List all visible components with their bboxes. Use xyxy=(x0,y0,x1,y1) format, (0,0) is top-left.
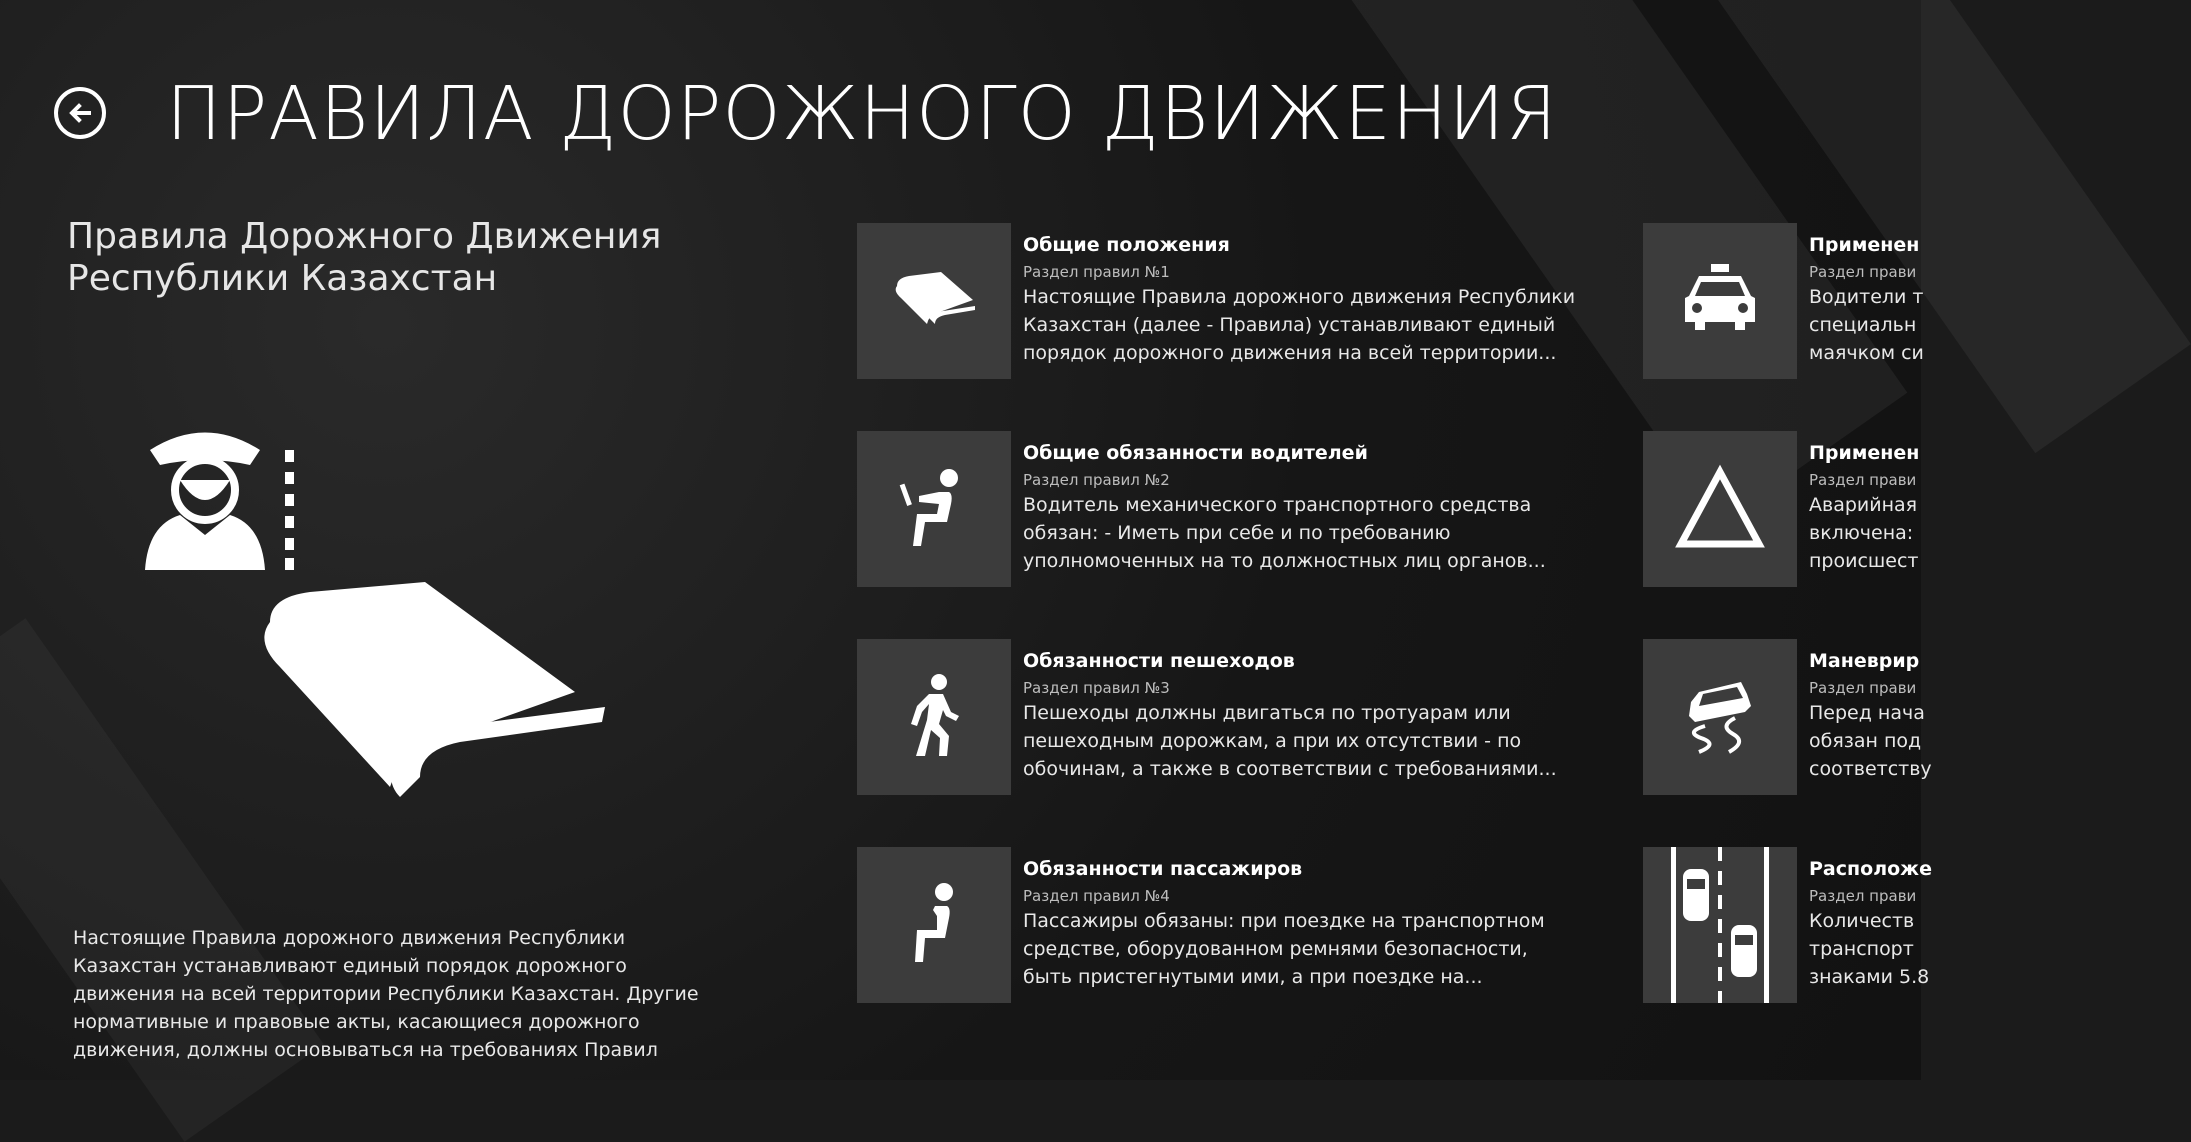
back-button[interactable] xyxy=(54,87,106,139)
section-desc-line: Водители т xyxy=(1809,286,1924,308)
section-desc-line: уполномоченных на то должностных лиц органов... xyxy=(1023,550,1546,572)
section-desc-line: происшест xyxy=(1809,550,1919,572)
section-title: Применен xyxy=(1809,234,1920,256)
section-desc-line: специальн xyxy=(1809,314,1917,336)
book-icon xyxy=(250,582,610,802)
section-tile xyxy=(1643,639,1797,795)
section-desc-line: обочинам, а также в соответствии с требованиями... xyxy=(1023,758,1557,780)
page-title: ПРАВИЛА ДОРОЖНОГО ДВИЖЕНИЯ xyxy=(166,71,1558,157)
section-item-5[interactable] xyxy=(1643,223,1933,379)
section-desc-line: маячком си xyxy=(1809,342,1924,364)
section-subtitle: Раздел прави xyxy=(1809,471,1917,489)
section-subtitle: Раздел прави xyxy=(1809,263,1917,281)
section-desc-line: Настоящие Правила дорожного движения Республики xyxy=(1023,286,1576,308)
section-desc-line: Казахстан (далее - Правила) устанавливают единый xyxy=(1023,314,1556,336)
section-desc-line: Пешеходы должны двигаться по тротуарам или xyxy=(1023,702,1511,724)
book-icon xyxy=(889,256,979,346)
section-tile xyxy=(1643,847,1797,1003)
section-subtitle: Раздел правил №4 xyxy=(1023,887,1170,905)
section-desc-line: пешеходным дорожкам, а при их отсутствии - по xyxy=(1023,730,1522,752)
section-item-7[interactable] xyxy=(1643,639,1933,795)
taxi-car-icon xyxy=(1675,256,1765,346)
section-title: Общие положения xyxy=(1023,234,1230,256)
section-desc-line: Пассажиры обязаны: при поездке на транспортном xyxy=(1023,910,1545,932)
section-desc-line: транспорт xyxy=(1809,938,1914,960)
road-lanes-icon xyxy=(1643,847,1797,1003)
police-officer-icon xyxy=(140,410,310,570)
section-desc-line: знаками 5.8 xyxy=(1809,966,1930,988)
section-item-6[interactable] xyxy=(1643,431,1933,587)
warning-triangle-icon xyxy=(1675,464,1765,554)
section-desc-line: Аварийная xyxy=(1809,494,1918,516)
section-desc-line: Перед нача xyxy=(1809,702,1925,724)
section-item-4[interactable] xyxy=(857,847,1557,1003)
section-subtitle: Раздел правил №2 xyxy=(1023,471,1170,489)
hero-title-line2: Республики Казахстан xyxy=(67,258,498,299)
section-tile xyxy=(1643,431,1797,587)
seated-passenger-icon xyxy=(889,880,979,970)
section-desc-line: порядок дорожного движения на всей территории... xyxy=(1023,342,1557,364)
section-subtitle: Раздел прави xyxy=(1809,887,1917,905)
section-title: Обязанности пассажиров xyxy=(1023,858,1303,880)
section-title: Общие обязанности водителей xyxy=(1023,442,1368,464)
section-desc-line: обязан под xyxy=(1809,730,1922,752)
pedestrian-icon xyxy=(889,672,979,762)
section-subtitle: Раздел правил №1 xyxy=(1023,263,1170,281)
section-subtitle: Раздел прави xyxy=(1809,679,1917,697)
back-arrow-icon xyxy=(65,98,95,128)
section-tile xyxy=(857,847,1011,1003)
section-item-3[interactable] xyxy=(857,639,1557,795)
section-title: Маневрир xyxy=(1809,650,1920,672)
section-title: Применен xyxy=(1809,442,1920,464)
section-item-2[interactable] xyxy=(857,431,1557,587)
section-desc-line: Водитель механического транспортного средства xyxy=(1023,494,1532,516)
section-desc-line: обязан: - Иметь при себе и по требованию xyxy=(1023,522,1451,544)
hero-title xyxy=(67,216,717,300)
section-subtitle: Раздел правил №3 xyxy=(1023,679,1170,697)
seated-driver-icon xyxy=(889,464,979,554)
hero-description: Настоящие Правила дорожного движения Республики Казахстан устанавливают единый порядок дорожного движения на всей территории Республики Казахстан. Другие нормативные и правовые акты, касающиеся дорожного движения, должны основываться на требованиях Правил xyxy=(73,927,699,1061)
section-item-1[interactable] xyxy=(857,223,1576,379)
section-tile xyxy=(1643,223,1797,379)
section-item-8[interactable] xyxy=(1643,847,1933,1003)
section-desc-line: включена: xyxy=(1809,522,1914,544)
section-title: Обязанности пешеходов xyxy=(1023,650,1295,672)
section-tile xyxy=(857,639,1011,795)
section-title: Расположе xyxy=(1809,858,1932,880)
section-tile xyxy=(857,223,1011,379)
section-desc-line: соответству xyxy=(1809,758,1932,780)
section-desc-line: Количеств xyxy=(1809,910,1915,932)
section-tile xyxy=(857,431,1011,587)
section-desc-line: средстве, оборудованном ремнями безопасности, xyxy=(1023,938,1528,960)
section-desc-line: быть пристегнутыми ими, а при поездке на... xyxy=(1023,966,1483,988)
skidding-car-icon xyxy=(1675,672,1765,762)
hero-title-line1: Правила Дорожного Движения xyxy=(67,216,662,257)
